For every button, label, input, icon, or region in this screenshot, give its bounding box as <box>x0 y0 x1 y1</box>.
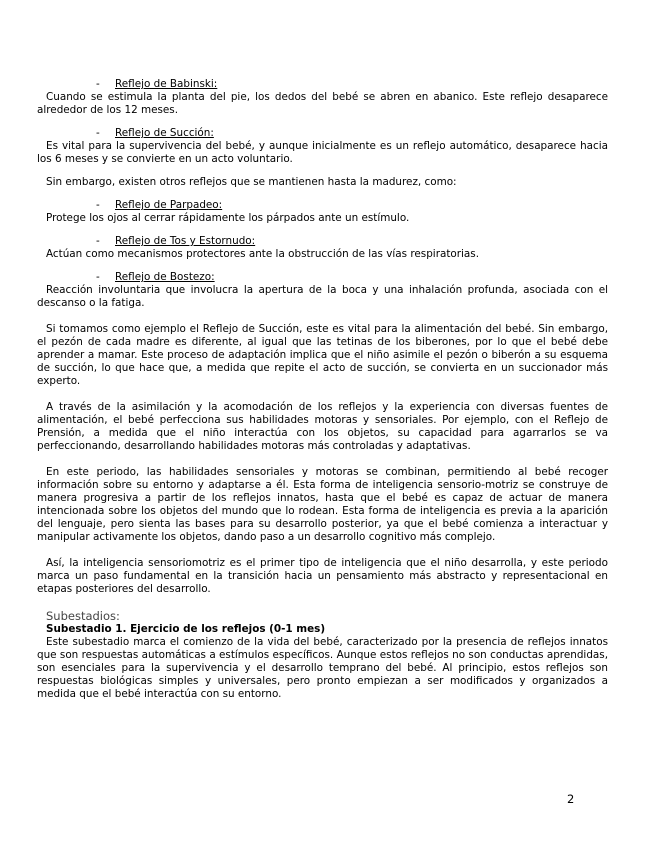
substage-description: Este subestadio marca el comienzo de la vida del bebé, caracterizado por la presencia de reflejos innatos que son respuestas automáticas a estímulos específicos. Aunque estos reflejos no son conductas aprendidas, son esenciales para la supervivencia y el desarrollo temprano del bebé. Al principio, estos reflejos son respuestas biológicas simples y universales, pero pronto empiezan a ser modificados y organizados a medida que el bebé interactúa con su entorno. <box>37 636 608 700</box>
reflex-title: Reflejo de Babinski: <box>115 78 218 90</box>
reflex-heading-babinski: - Reflejo de Babinski: <box>96 78 218 90</box>
reflex-heading-succion: - Reflejo de Succión: <box>96 127 214 139</box>
reflex-title: Reflejo de Tos y Estornudo: <box>115 235 256 247</box>
page-content <box>37 78 608 701</box>
reflex-title: Reflejo de Parpadeo: <box>115 199 223 211</box>
body-paragraph: En este periodo, las habilidades sensoriales y motoras se combinan, permitiendo al bebé recoger información sobre su entorno y adaptarse a él. Esta forma de inteligencia sensorio-motriz se construye de manera progresiva a partir de los reflejos innatos, hasta que el bebé es capaz de actuar de manera intencionada sobre los objetos del mundo que lo rodean. Esta forma de inteligencia es previa a la aparición del lenguaje, pero sienta las bases para su desarrollo posterior, ya que el bebé comienza a interactuar y manipular activamente los objetos, dando paso a un desarrollo cognitivo más complejo. <box>37 466 608 543</box>
substages-heading: Subestadios: <box>46 609 120 623</box>
reflex-description-bostezo: Reacción involuntaria que involucra la apertura de la boca y una inhalación profunda, asociada con el descanso o la fatiga. <box>37 284 608 309</box>
body-paragraph: A través de la asimilación y la acomodación de los reflejos y la experiencia con diversas fuentes de alimentación, el bebé perfecciona sus habilidades motoras y sensoriales. Por ejemplo, con el Reflejo de Prensión, a medida que el niño interactúa con los objetos, su capacidad para agarrarlos se va perfeccionando, desarrollando habilidades motoras más controladas y adaptativas. <box>37 401 608 452</box>
body-paragraph: Así, la inteligencia sensoriomotriz es el primer tipo de inteligencia que el niño desarrolla, y este periodo marca un paso fundamental en la transición hacia un pensamiento más abstracto y representacional en etapas posteriores del desarrollo. <box>37 557 608 595</box>
reflex-description-succion: Es vital para la supervivencia del bebé, y aunque inicialmente es un reflejo automático, desaparece hacia los 6 meses y se convierte en un acto voluntario. <box>37 140 608 165</box>
reflex-description-tos: Actúan como mecanismos protectores ante la obstrucción de las vías respiratorias. <box>46 248 480 260</box>
reflex-title: Reflejo de Bostezo: <box>115 271 215 283</box>
body-paragraph: Si tomamos como ejemplo el Reflejo de Succión, este es vital para la alimentación del bebé. Sin embargo, el pezón de cada madre es diferente, al igual que las tetinas de los biberones, por lo que el bebé debe aprender a mamar. Este proceso de adaptación implica que el niño asimile el pezón o biberón a su esquema de succión, lo que hace que, a medida que repite el acto de succión, se convierta en un succionador más experto. <box>37 323 608 387</box>
reflex-heading-tos: - Reflejo de Tos y Estornudo: <box>96 235 256 247</box>
substage-title: Subestadio 1. Ejercicio de los reflejos (0-1 mes) <box>46 623 326 635</box>
reflex-title: Reflejo de Succión: <box>115 127 214 139</box>
reflex-description-babinski: Cuando se estimula la planta del pie, los dedos del bebé se abren en abanico. Este reflejo desaparece alrededor de los 12 meses. <box>37 91 608 116</box>
reflex-description-parpadeo: Protege los ojos al cerrar rápidamente los párpados ante un estímulo. <box>46 212 410 224</box>
reflex-heading-bostezo: - Reflejo de Bostezo: <box>96 271 215 283</box>
transition-text: Sin embargo, existen otros reflejos que se mantienen hasta la madurez, como: <box>46 176 457 188</box>
reflex-heading-parpadeo: - Reflejo de Parpadeo: <box>96 199 223 211</box>
page-number: 2 <box>567 792 575 806</box>
